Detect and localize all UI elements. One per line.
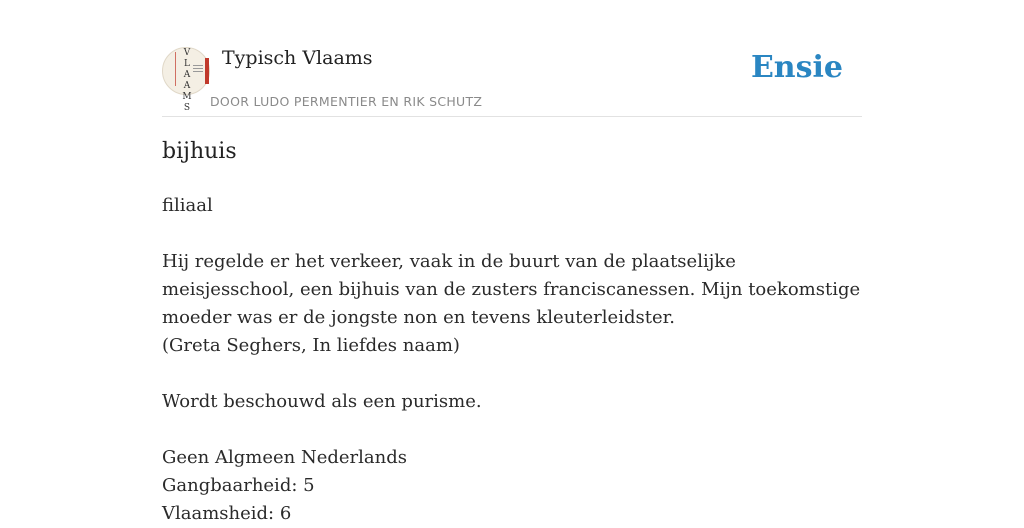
site-header — [162, 46, 862, 117]
logo-letter: M — [182, 92, 192, 102]
logo-text-lines — [193, 65, 203, 66]
entry-flemishness: Vlaamsheid: 6 — [162, 503, 292, 524]
entry-note: Wordt beschouwd als een purisme. — [162, 391, 482, 412]
logo-letter: A — [183, 81, 191, 91]
site-title[interactable]: Typisch Vlaams — [222, 47, 373, 69]
logo-letter: A — [183, 70, 191, 80]
author-byline: DOOR LUDO PERMENTIER EN RIK SCHUTZ — [210, 94, 483, 109]
ensie-brand-logo[interactable]: Ensie — [750, 50, 843, 85]
logo-accent-line — [175, 52, 176, 86]
logo-red-stripe — [205, 58, 209, 84]
entry-frequency: Gangbaarheid: 5 — [162, 475, 315, 496]
entry-classification: Geen Algmeen Nederlands — [162, 447, 407, 468]
logo-letters — [182, 48, 192, 114]
logo-letter: S — [183, 103, 191, 113]
entry-quote: Hij regelde er het verkeer, vaak in de buurt van de plaatselijke meisjesschool, een bijhuis van de zusters franciscanessen. Mijn toekomstige moeder was er de jongste non en tevens kleuterleidster. — [162, 251, 861, 328]
entry-quote-source: (Greta Seghers, In liefdes naam) — [162, 335, 460, 356]
logo-letter: L — [184, 59, 190, 69]
entry-content — [162, 192, 864, 528]
book-cover-logo[interactable] — [162, 47, 210, 113]
entry-word: bijhuis — [162, 139, 237, 164]
entry-definition: filiaal — [162, 195, 213, 216]
logo-letter: V — [183, 48, 191, 58]
